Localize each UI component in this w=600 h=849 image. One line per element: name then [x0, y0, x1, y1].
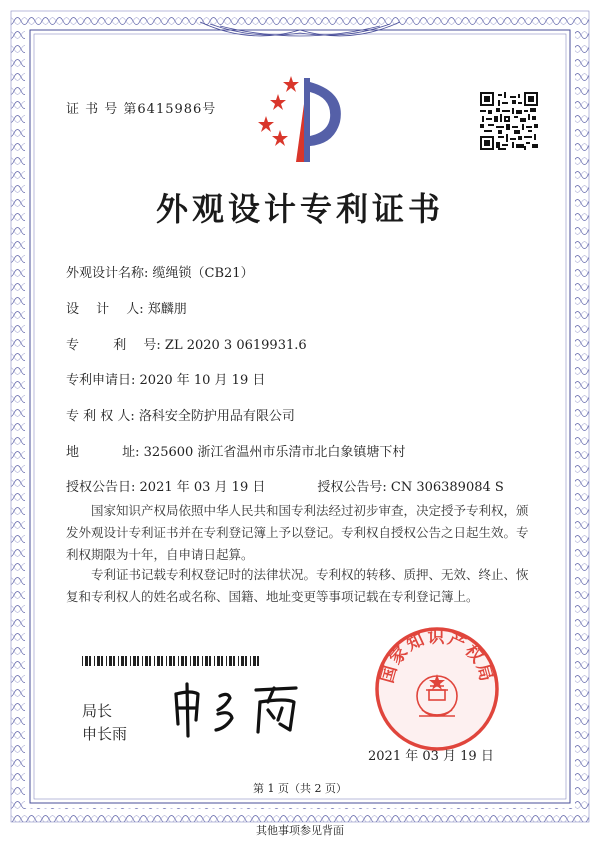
field-application-date: [66, 369, 265, 388]
director-name: 申长雨: [82, 725, 128, 743]
field-value: 洛科安全防护用品有限公司: [138, 409, 295, 424]
field-address: [66, 441, 405, 460]
field-grant-date: [66, 476, 504, 495]
statement-paragraph: 国家知识产权局依照中华人民共和国专利法经过初步审查，决定授予专利权，颁发外观设计专利证书并在专利登记簿上予以登记。专利权自授权公告之日起生效。专利权期限为十年，自申请日起算。: [66, 503, 529, 562]
legal-status-paragraph: 专利证书记载专利权登记时的法律状况。专利权的转移、质押、无效、终止、恢复和专利权人的姓名或名称、国籍、地址变更等事项记载在专利登记簿上。: [66, 567, 529, 604]
field-label: 地 址:: [66, 445, 140, 460]
field-value: 325600 浙江省温州市乐清市北白象镇塘下村: [143, 445, 406, 460]
field-designer: [66, 298, 187, 317]
field-value: ZL 2020 3 0619931.6: [164, 338, 307, 353]
director-signature-icon: [168, 680, 318, 740]
field-label: 专利申请日:: [66, 373, 136, 388]
field-patent-number: [66, 334, 307, 353]
field-label: 专 利 权 人:: [66, 409, 135, 424]
field-label: 授权公告日:: [66, 480, 136, 495]
field-label: 外观设计名称:: [66, 266, 149, 281]
seal-text: 国家知识产权局: [377, 627, 497, 686]
field-value: 郑麟朋: [147, 302, 187, 317]
field-value: 2020 年 10 月 19 日: [139, 373, 266, 388]
field-value: 2021 年 03 月 19 日 授权公告号: CN 306389084 S: [139, 480, 504, 495]
official-seal-icon: [372, 624, 502, 754]
field-label: 专 利 号:: [66, 338, 161, 353]
patent-office-logo-icon: [258, 74, 348, 166]
field-label: 设 计 人:: [66, 302, 144, 317]
qr-code-icon: [480, 92, 538, 150]
issue-date: 2021 年 03 月 19 日: [368, 749, 494, 764]
certificate-number: 证 书 号 第6415986号: [66, 102, 217, 117]
footer-note: 其他事项参见背面: [256, 824, 344, 837]
field-value: 缆绳锁（CB21）: [152, 266, 254, 281]
field-design-name: [66, 262, 254, 281]
field-patentee: [66, 405, 295, 424]
barcode-icon: [82, 656, 262, 666]
page-number: 第 1 页（共 2 页）: [253, 782, 347, 795]
director-title: 局长: [82, 702, 113, 720]
certificate-title: 外观设计专利证书: [155, 190, 444, 228]
